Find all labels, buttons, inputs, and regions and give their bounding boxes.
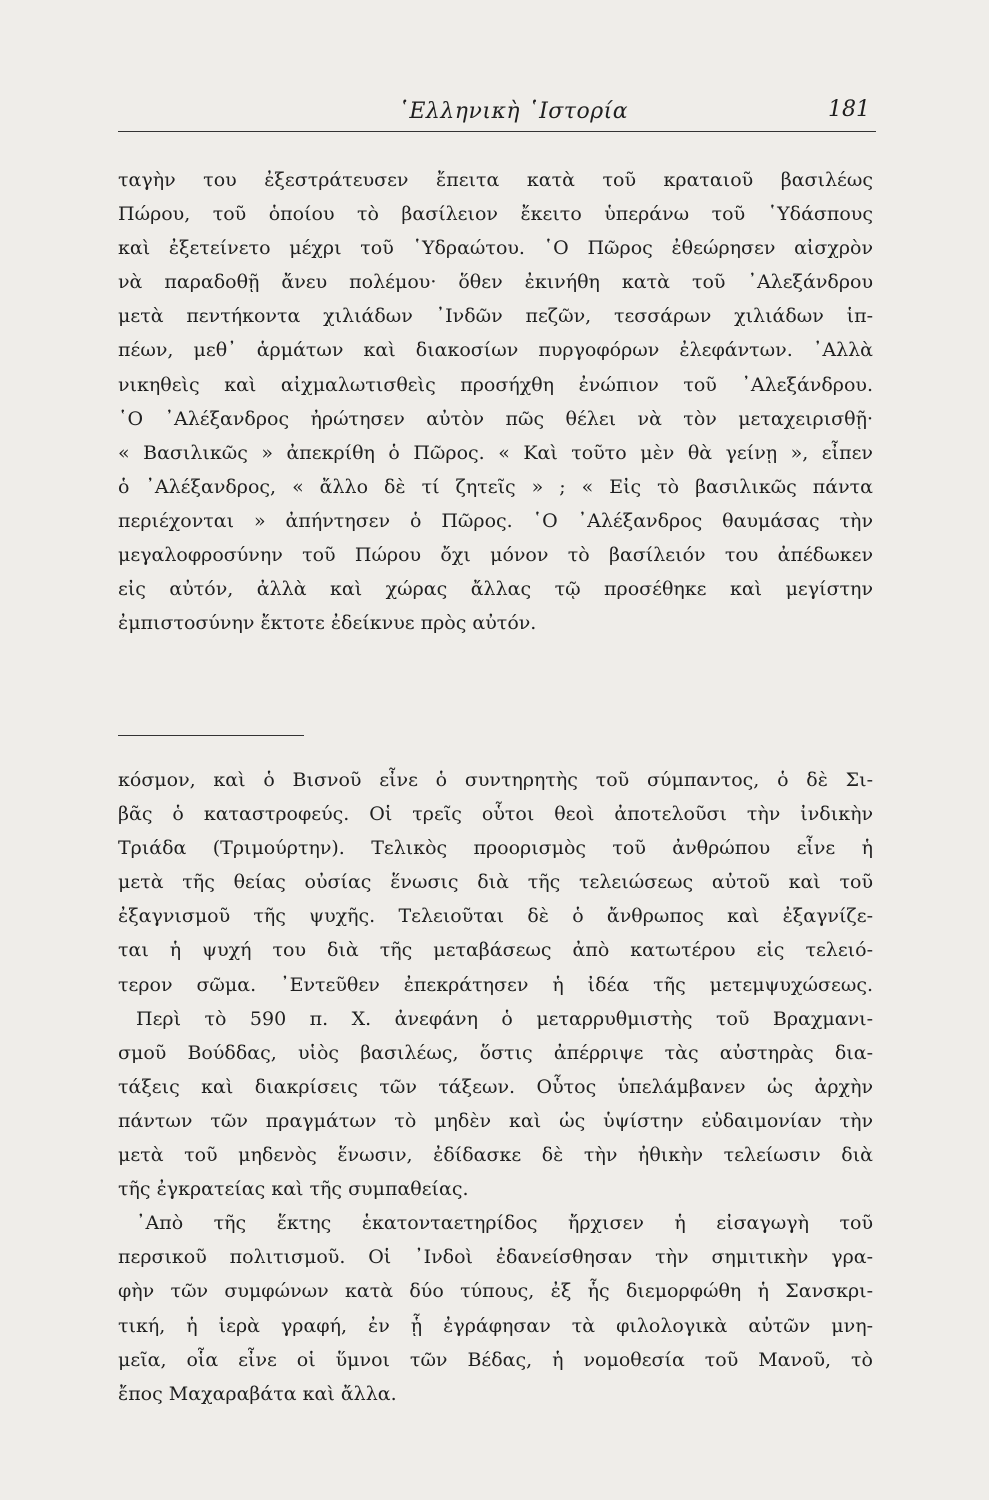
footnote-line: τῆς ἐγκρατείας καὶ τῆς συμπαθείας. xyxy=(118,1178,469,1201)
footnote-line: ἐξαγνισμοῦ τῆς ψυχῆς. Τελειοῦται δὲ ὁ ἄνθρωπος καὶ ἐξαγνίζε- xyxy=(118,905,873,928)
footnote-line: Περὶ τὸ 590 π. Χ. ἀνεφάνη ὁ μεταρρυθμιστὴς τοῦ Βραχμανι- xyxy=(136,1007,873,1030)
main-text xyxy=(118,163,873,640)
footnote-line: ται ἡ ψυχή του διὰ τῆς μεταβάσεως ἀπὸ κατωτέρου εἰς τελειό- xyxy=(118,939,873,962)
footnote-line: περσικοῦ πολιτισμοῦ. Οἱ ᾿Ινδοὶ ἐδανείσθησαν τὴν σημιτικὴν γρα- xyxy=(118,1246,873,1269)
text-line: ῾Ο ᾿Αλέξανδρος ἠρώτησεν αὐτὸν πῶς θέλει νὰ τὸν μεταχειρισθῇ· xyxy=(118,407,873,430)
footnote-line: βᾶς ὁ καταστροφεύς. Οἱ τρεῖς οὗτοι θεοὶ ἀποτελοῦσι τὴν ἰνδικὴν xyxy=(118,803,873,826)
footnote-line: ἔπος Μαχαραβάτα καὶ ἄλλα. xyxy=(118,1382,397,1405)
footnote-line: πάντων τῶν πραγμάτων τὸ μηδὲν καὶ ὡς ὑψίστην εὐδαιμονίαν τὴν xyxy=(118,1109,873,1132)
running-title: ῾Ελληνικὴ ῾Ιστορία xyxy=(397,99,629,124)
footnote-line: κόσμον, καὶ ὁ Βισνοῦ εἶνε ὁ συντηρητὴς τοῦ σύμπαντος, ὁ δὲ Σι- xyxy=(118,769,873,791)
text-line: καὶ ἐξετείνετο μέχρι τοῦ ῾Υδραώτου. ῾Ο Πῶρος ἐθεώρησεν αἰσχρὸν xyxy=(118,237,873,260)
footnote-line: ᾿Απὸ τῆς ἕκτης ἑκατονταετηρίδος ἤρχισεν ἡ εἰσαγωγὴ τοῦ xyxy=(136,1212,873,1235)
footnote-line: τερον σῶμα. ᾿Εντεῦθεν ἐπεκράτησεν ἡ ἰδέα τῆς μετεμψυχώσεως. xyxy=(118,973,873,996)
text-line: μεγαλοφροσύνην τοῦ Πώρου ὄχι μόνον τὸ βασίλειόν του ἀπέδωκεν xyxy=(118,544,873,567)
footnote-line: φὴν τῶν συμφώνων κατὰ δύο τύπους, ἐξ ἧς διεμορφώθη ἡ Σανσκρι- xyxy=(118,1280,873,1303)
page-number: 181 xyxy=(828,97,870,122)
footnote-line: Τριάδα (Τριμούρτην). Τελικὸς προορισμὸς τοῦ ἀνθρώπου εἶνε ἡ xyxy=(118,837,873,860)
text-line: « Βασιλικῶς » ἀπεκρίθη ὁ Πῶρος. « Καὶ τοῦτο μὲν θὰ γείνῃ », εἶπεν xyxy=(118,441,873,464)
text-line: νικηθεὶς καὶ αἰχμαλωτισθεὶς προσήχθη ἐνώπιον τοῦ ᾿Αλεξάνδρου. xyxy=(118,373,873,396)
footnote-separator xyxy=(118,735,304,736)
footnote-line: τάξεις καὶ διακρίσεις τῶν τάξεων. Οὗτος ὑπελάμβανεν ὡς ἀρχὴν xyxy=(118,1075,873,1098)
text-line: εἰς αὐτόν, ἀλλὰ καὶ χώρας ἄλλας τῷ προσέθηκε καὶ μεγίστην xyxy=(118,578,873,601)
footnote-line: μεῖα, οἷα εἶνε οἱ ὕμνοι τῶν Βέδας, ἡ νομοθεσία τοῦ Μανοῦ, τὸ xyxy=(118,1348,873,1371)
text-line: μετὰ πεντήκοντα χιλιάδων ᾿Ινδῶν πεζῶν, τεσσάρων χιλιάδων ἱπ- xyxy=(118,305,873,328)
footnote-line: τική, ἡ ἱερὰ γραφή, ἐν ᾗ ἐγράφησαν τὰ φιλολογικὰ αὐτῶν μνη- xyxy=(118,1314,873,1337)
text-line: πέων, μεθ᾿ ἁρμάτων καὶ διακοσίων πυργοφόρων ἐλεφάντων. ᾿Αλλὰ xyxy=(118,339,873,362)
text-line: περιέχονται » ἀπήντησεν ὁ Πῶρος. ῾Ο ᾿Αλέξανδρος θαυμάσας τὴν xyxy=(118,509,873,532)
text-line: Πώρου, τοῦ ὁποίου τὸ βασίλειον ἔκειτο ὑπεράνω τοῦ ῾Υδάσπους xyxy=(118,203,873,226)
footnote-line: σμοῦ Βούδδας, υἱὸς βασιλέως, ὅστις ἀπέρριψε τὰς αὐστηρὰς δια- xyxy=(118,1041,873,1064)
text-line: ὁ ᾿Αλέξανδρος, « ἄλλο δὲ τί ζητεῖς » ; « Εἰς τὸ βασιλικῶς πάντα xyxy=(118,475,873,498)
footnote-line: μετὰ τῆς θείας οὐσίας ἕνωσις διὰ τῆς τελειώσεως αὐτοῦ καὶ τοῦ xyxy=(118,871,873,894)
footnote-line: μετὰ τοῦ μηδενὸς ἕνωσιν, ἐδίδασκε δὲ τὴν ἠθικὴν τελείωσιν διὰ xyxy=(118,1144,873,1167)
page-header xyxy=(118,95,876,132)
text-line: ταγὴν του ἐξεστράτευσεν ἔπειτα κατὰ τοῦ κραταιοῦ βασιλέως xyxy=(118,169,873,191)
text-line: νὰ παραδοθῇ ἄνευ πολέμου· ὅθεν ἐκινήθη κατὰ τοῦ ᾿Αλεξάνδρου xyxy=(118,271,873,294)
footnote-text xyxy=(118,763,873,1411)
text-line: ἐμπιστοσύνην ἔκτοτε ἐδείκνυε πρὸς αὐτόν. xyxy=(118,612,537,635)
